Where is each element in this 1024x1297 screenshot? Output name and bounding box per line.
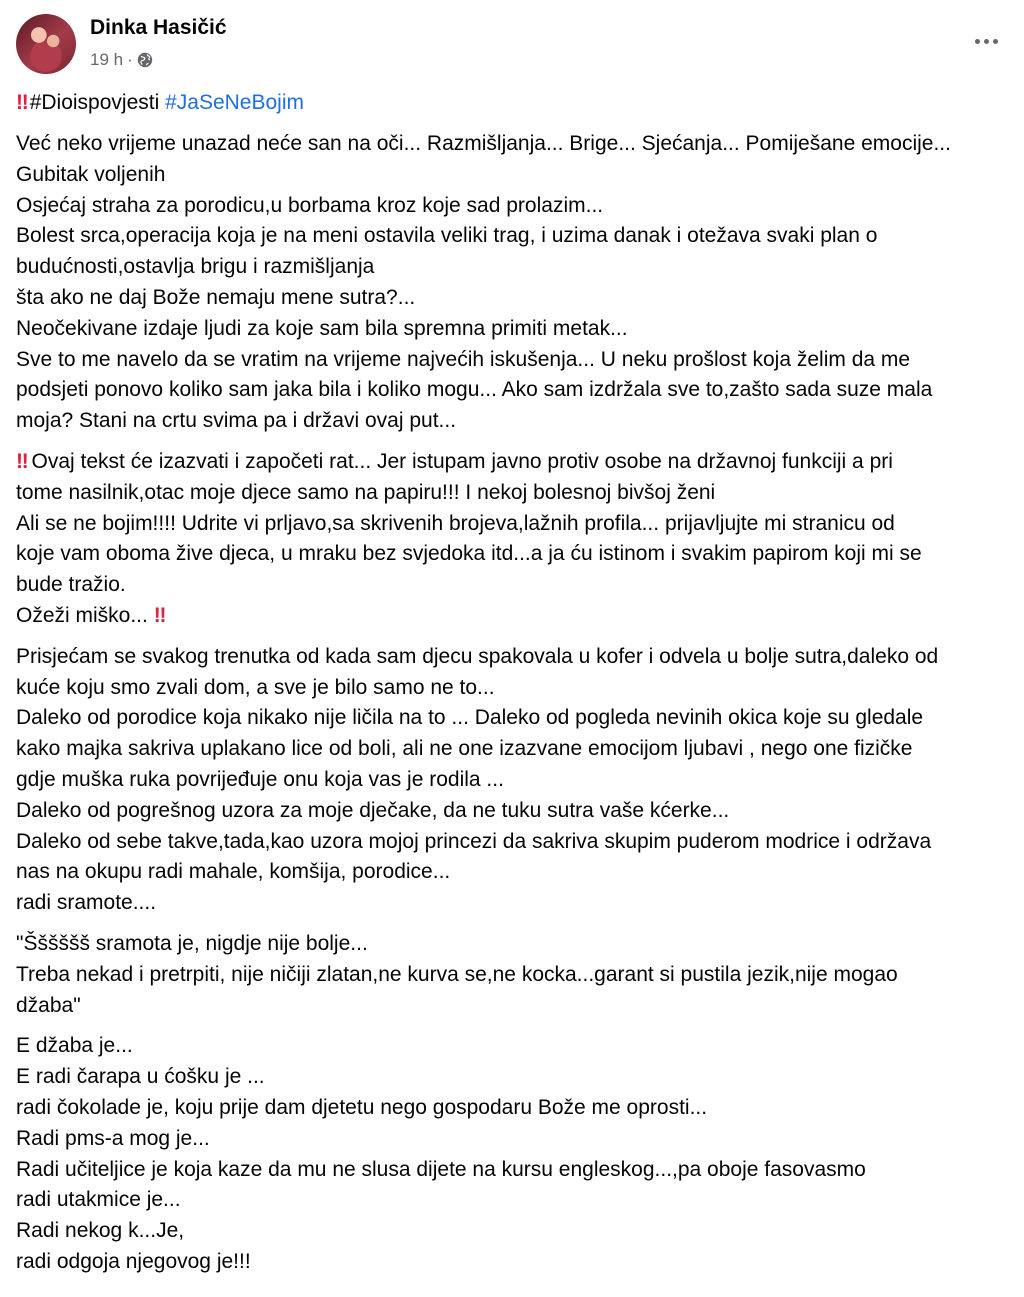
post-meta: 19 h · (90, 50, 153, 70)
text-line: E radi čarapa u ćošku je ... (16, 1065, 265, 1089)
paragraph-2 (16, 447, 1012, 632)
text-line: radi odgoja njegovog je!!! (16, 1249, 251, 1273)
text-line: Radi učiteljice je koja kaze da mu ne slusa dijete na kursu engleskog...,pa oboje fasovasmo (16, 1157, 866, 1181)
text-line: ‼ Ovaj tekst će izazvati i započeti rat... Jer istupam javno protiv osobe na državnoj funkciji a pri (16, 449, 893, 473)
text-line: "Šššššš sramota je, nigdje nije bolje... (16, 931, 368, 955)
text-line: Ožeži miško... ‼ (16, 603, 164, 627)
hashtag-line (16, 89, 304, 117)
post-header (16, 12, 1008, 76)
text-line: Sve to me navelo da se vratim na vrijeme najvećih iskušenja... U neku prošlost koja želim da me (16, 347, 911, 371)
text-line: Ali se ne bojim!!!! Udrite vi prljavo,sa skrivenih brojeva,lažnih profila... prijavljujte mi stranicu od (16, 511, 895, 535)
paragraph-1 (16, 129, 1012, 437)
text-line: bude tražio. (16, 573, 126, 597)
text-line: koje vam oboma žive djeca, u mraku bez svjedoka itd...a ja ću istinom i svakim papirom koji mi se (16, 542, 922, 566)
text-line: Daleko od pogrešnog uzora za moje dječake, da ne tuku sutra vaše kćerke... (16, 798, 730, 822)
text-line: kako majka sakriva uplakano lice od boli, ali ne one izazvane emocijom ljubavi , nego one fizičke (16, 737, 913, 761)
double-exclamation-icon: ‼ (153, 603, 164, 627)
double-exclamation-icon: ‼ (16, 91, 26, 114)
text-line: radi sramote.... (16, 891, 157, 915)
text-line: Radi nekog k...Je, (16, 1219, 185, 1243)
text-line: radi utakmice je... (16, 1188, 181, 1212)
text-line: E džaba je... (16, 1034, 133, 1058)
avatar[interactable] (16, 14, 76, 74)
text-line: Gubitak voljenih (16, 162, 166, 186)
text-line: Daleko od sebe takve,tada,kao uzora mojoj princezi da sakriva skupim puderom modrice i održava (16, 829, 932, 853)
text-line: radi čokolade je, koju prije dam djetetu nego gospodaru Bože me oprosti... (16, 1095, 708, 1119)
post-time[interactable]: 19 h (90, 50, 124, 69)
text-line: podsjeti ponovo koliko sam jaka bila i koliko mogu... Ako sam izdržala sve to,zašto sada suze mala (16, 378, 933, 402)
post-body (16, 129, 1012, 1288)
text-line: Već neko vrijeme unazad neće san na oči... Razmišljanja... Brige... Sjećanja... Pomiješane emocije... (16, 132, 951, 155)
text-line: Treba nekad i pretrpiti, nije ničiji zlatan,ne kurva se,ne kocka...garant si pustila jezik,nije mogao (16, 962, 898, 986)
text-line: Prisjećam se svakog trenutka od kada sam djecu spakovala u kofer i odvela u bolje sutra,daleko od (16, 644, 939, 668)
paragraph-4 (16, 929, 1012, 1021)
text-line: moja? Stani na crtu svima pa i državi ovaj put... (16, 409, 457, 433)
globe-icon[interactable] (137, 52, 153, 68)
text-line: šta ako ne daj Bože nemaju mene sutra?... (16, 285, 416, 309)
text-line: Osjećaj straha za porodicu,u borbama kroz koje sad prolazim... (16, 193, 604, 217)
text-line: kuće koju smo zvali dom, a sve je bilo samo ne to... (16, 675, 495, 699)
text-line: Bolest srca,operacija koja je na meni ostavila veliki trag, i uzima danak i otežava svaki plan o (16, 224, 878, 248)
text-line: tome nasilnik,otac moje djece samo na papiru!!! I nekoj bolesnoj bivšoj ženi (16, 480, 716, 504)
text-line: gdje muška ruka povrijeđuje onu koja vas je rodila ... (16, 767, 504, 791)
double-exclamation-icon: ‼ (16, 449, 26, 473)
text-line: budućnosti,ostavlja brigu i razmišljanja (16, 255, 375, 279)
text-line: nas na okupu radi mahale, komšija, porodice... (16, 860, 451, 884)
paragraph-5 (16, 1031, 1012, 1277)
more-options-icon[interactable] (968, 26, 1004, 56)
text-line: Neočekivane izdaje ljudi za koje sam bila spremna primiti metak... (16, 316, 628, 340)
text-line: Daleko od porodice koja nikako nije ličila na to ... Daleko od pogleda nevinih okica koje su gledale (16, 706, 924, 730)
text-line: Radi pms-a mog je... (16, 1126, 210, 1150)
hashtag-dioispovjesti[interactable]: #Dioispovjesti (29, 91, 160, 114)
author-name[interactable]: Dinka Hasičić (90, 16, 227, 39)
paragraph-3 (16, 642, 1012, 919)
text-line: džaba" (16, 993, 81, 1017)
hashtag-jaseneBojim-link[interactable]: #JaSeNeBojim (165, 91, 304, 114)
